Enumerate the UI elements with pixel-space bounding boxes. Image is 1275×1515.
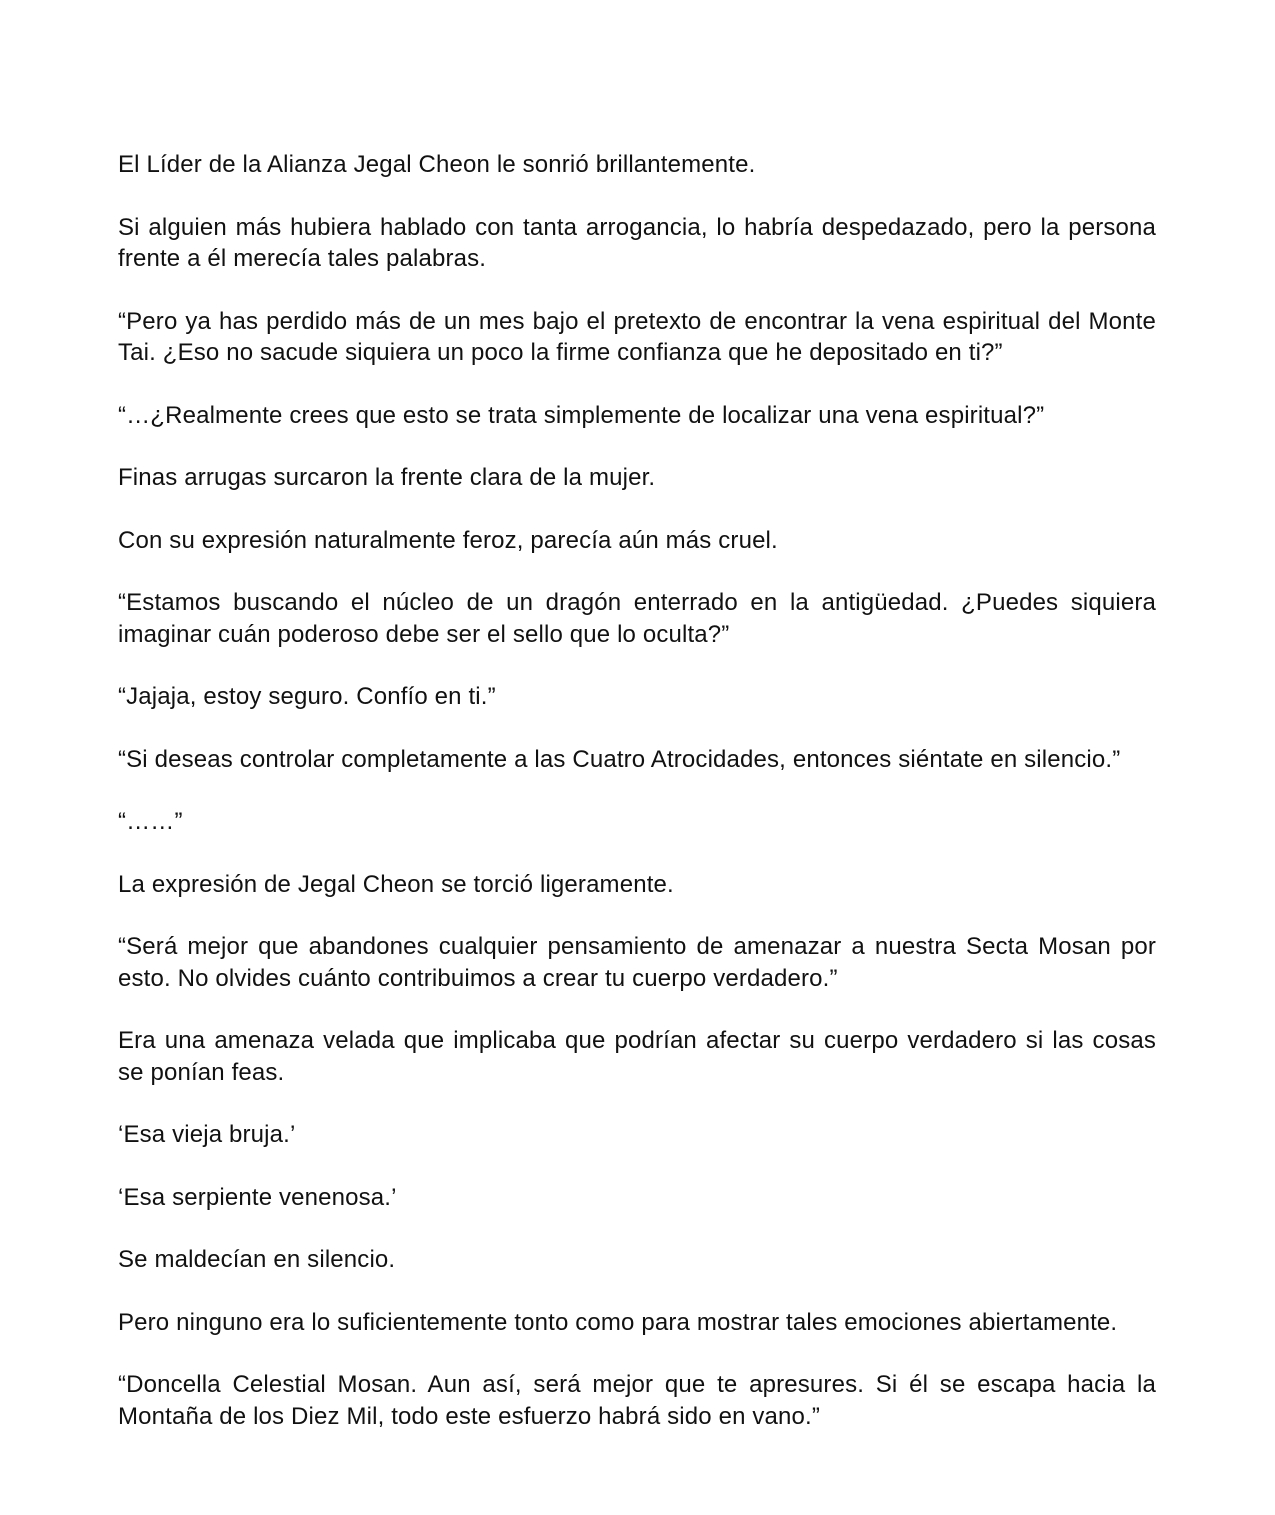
paragraph: “Pero ya has perdido más de un mes bajo el pretexto de encontrar la vena espiritual del Monte Tai. ¿Eso no sacude siquiera un poco la firme confianza que he depositado en ti?” [118,307,1156,366]
paragraph: Pero ninguno era lo suficientemente tonto como para mostrar tales emociones abiertamente. [118,1308,1118,1336]
paragraph: “Doncella Celestial Mosan. Aun así, será mejor que te apresures. Si él se escapa hacia la Montaña de los Diez Mil, todo este esfuerzo habrá sido en vano.” [118,1371,1156,1430]
paragraph: ‘Esa serpiente venenosa.’ [118,1183,397,1211]
document-body [118,149,1156,1463]
paragraph: Con su expresión naturalmente feroz, parecía aún más cruel. [118,526,778,554]
paragraph: El Líder de la Alianza Jegal Cheon le sonrió brillantemente. [118,151,756,178]
paragraph: Si alguien más hubiera hablado con tanta arrogancia, lo habría despedazado, pero la persona frente a él merecía tales palabras. [118,213,1156,272]
paragraph: “Si deseas controlar completamente a las Cuatro Atrocidades, entonces siéntate en silencio.” [118,745,1121,773]
paragraph: “Jajaja, estoy seguro. Confío en ti.” [118,683,496,710]
paragraph: “…¿Realmente crees que esto se trata simplemente de localizar una vena espiritual?” [118,401,1045,429]
paragraph: La expresión de Jegal Cheon se torció ligeramente. [118,870,674,898]
paragraph: Era una amenaza velada que implicaba que podrían afectar su cuerpo verdadero si las cosas se ponían feas. [118,1027,1156,1086]
paragraph: “Será mejor que abandones cualquier pensamiento de amenazar a nuestra Secta Mosan por esto. No olvides cuánto contribuimos a crear tu cuerpo verdadero.” [118,933,1156,992]
paragraph: Se maldecían en silencio. [118,1246,396,1273]
paragraph: “Estamos buscando el núcleo de un dragón enterrado en la antigüedad. ¿Puedes siquiera imaginar cuán poderoso debe ser el sello que lo oculta?” [118,589,1156,648]
paragraph: Finas arrugas surcaron la frente clara de la mujer. [118,464,656,491]
paragraph: ‘Esa vieja bruja.’ [118,1121,296,1148]
paragraph: “……” [118,808,183,835]
